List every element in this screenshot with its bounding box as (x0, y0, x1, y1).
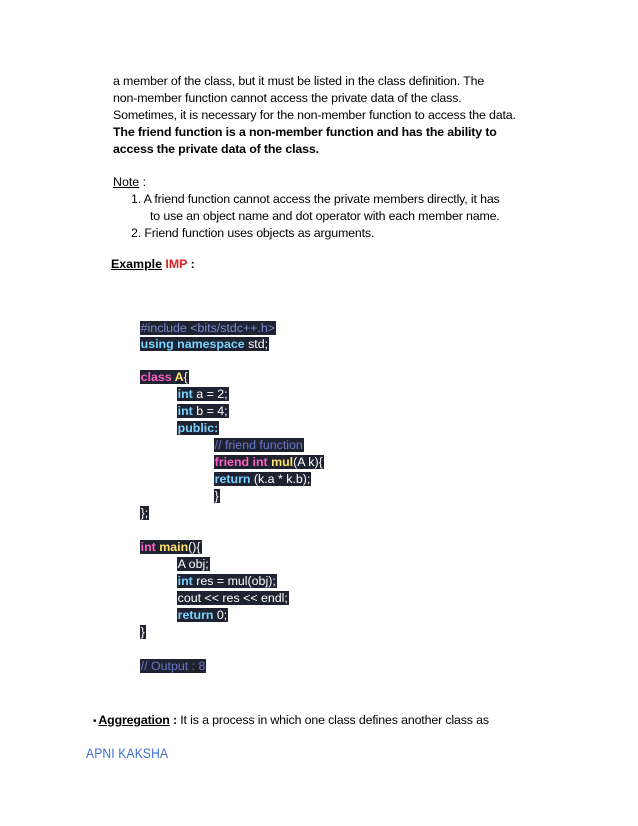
intro-paragraph (113, 73, 583, 158)
code-text: A obj; (177, 557, 209, 571)
code-text: a = 2; (192, 387, 228, 401)
bullet-icon: • (93, 716, 97, 727)
intro-line: Sometimes, it is necessary for the non-member function to access the data. (113, 108, 516, 122)
note-heading (113, 174, 146, 191)
keyword: using namespace (140, 337, 245, 351)
keyword: friend int (214, 455, 268, 469)
code-text: (A k){ (293, 455, 323, 469)
code-text: { (183, 370, 188, 384)
aggregation-term: Aggregation (98, 713, 170, 727)
intro-line: a member of the class, but it must be listed in the class definition. The (113, 74, 485, 88)
aggregation-bullet-item (93, 712, 489, 730)
code-text: (){ (188, 540, 201, 554)
example-heading (111, 256, 195, 273)
function-name: mul (267, 455, 294, 469)
keyword: int (140, 540, 156, 554)
keyword: int (177, 404, 193, 418)
keyword: return (214, 472, 251, 486)
imp-tag: IMP (165, 257, 188, 271)
intro-bold-line: The friend function is a non-member function and has the ability to (113, 125, 497, 139)
include-directive: #include <bits/stdc++.h> (140, 321, 275, 335)
code-comment: // Output : 8 (140, 659, 206, 673)
code-text: }; (140, 506, 149, 520)
note-item-continuation: to use an object name and dot operator with each member name. (150, 209, 500, 223)
aggregation-text: It is a process in which one class defines another class as (176, 713, 489, 727)
keyword: public: (177, 421, 219, 435)
code-line (119, 642, 206, 690)
code-text: (k.a * k.b); (250, 472, 311, 486)
note-label: Note (113, 175, 140, 189)
example-label: Example (111, 257, 162, 271)
function-name: main (155, 540, 189, 554)
aggregation-colon: : (169, 713, 177, 727)
code-line (156, 591, 228, 639)
code-text: res = mul(obj); (192, 574, 276, 588)
note-item: 2. Friend function uses objects as arguments. (131, 226, 375, 240)
keyword: int (177, 387, 193, 401)
intro-line: non-member function cannot access the private data of the class. (113, 91, 462, 105)
keyword: class (140, 370, 172, 384)
example-colon: : (187, 257, 195, 271)
class-name: A (171, 370, 184, 384)
code-text: std; (244, 337, 269, 351)
keyword: return (177, 608, 214, 622)
footer-brand: APNI KAKSHA (86, 745, 169, 761)
code-comment: // friend function (214, 438, 303, 452)
intro-bold-line: access the private data of the class. (113, 142, 319, 156)
code-text: } (214, 489, 219, 503)
code-text: } (140, 625, 145, 639)
code-line (193, 472, 220, 520)
code-text: 0; (213, 608, 228, 622)
code-text: b = 4; (192, 404, 228, 418)
note-colon: : (139, 175, 147, 189)
keyword: int (177, 574, 193, 588)
note-item: 1. A friend function cannot access the private members directly, it has (131, 192, 500, 206)
code-text: cout << res << endl; (177, 591, 288, 605)
